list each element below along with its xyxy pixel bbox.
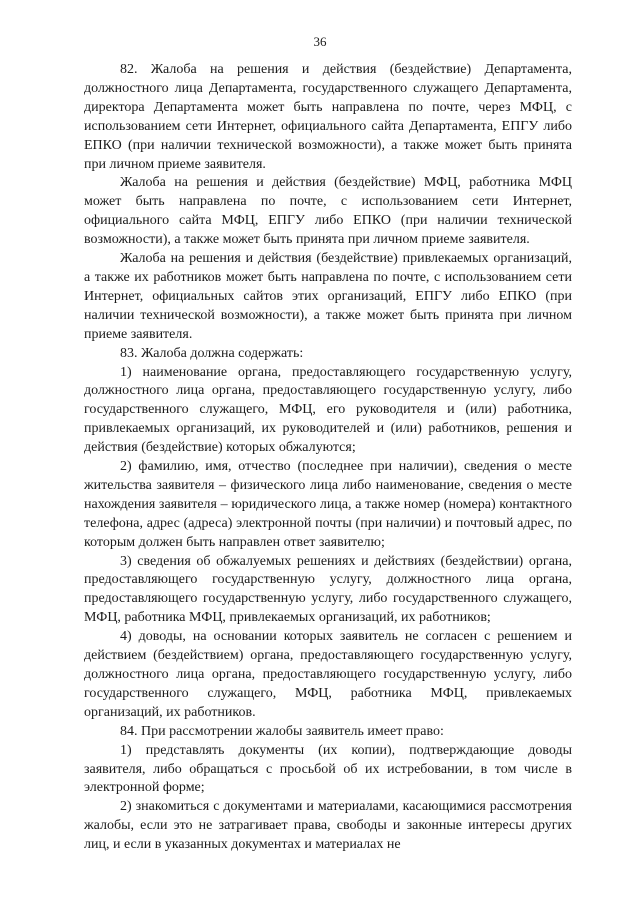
list-item-83-1: 1) наименование органа, предоставляющего государственную услугу, должностного лица органа, предоставляющего государственную услугу, либо государственного служащего, МФЦ, его руководителя и (или) работника, привлекаемых организаций, их руководителей и (или) работников, решения и действия (бездействие) которых обжалуются; [84, 364, 572, 456]
page-number: 36 [313, 34, 327, 49]
list-item-83-2: 2) фамилию, имя, отчество (последнее при наличии), сведения о месте жительства заявителя – физического лица либо наименование, сведения о месте нахождения заявителя – юридического лица, а также номер (номера) контактного телефона, адрес (адреса) электронной почты (при наличии) и почтовый адрес, по которым должен быть направлен ответ заявителю; [84, 459, 572, 550]
paragraph-82: 82. Жалоба на решения и действия (бездействие) Департамента, должностного лица Департамента, государственного служащего Департамента, директора Департамента может быть направлена по почте, через МФЦ, с использованием сети Интернет, официального сайта Департамента, ЕПГУ либо ЕПКО (при наличии технической возможности), а также может быть принята при личном приеме заявителя. [84, 62, 572, 172]
paragraph-organizations-complaint: Жалоба на решения и действия (бездействие) привлекаемых организаций, а также их работников может быть направлена по почте, с использованием сети Интернет, официальных сайтов этих организаций, ЕПГУ либо ЕПКО (при наличии технической возможности), а также может быть принята при личном приеме заявителя. [84, 251, 572, 342]
paragraph-84-heading: 84. При рассмотрении жалобы заявитель имеет право: [120, 723, 444, 739]
list-item-83-3: 3) сведения об обжалуемых решениях и действиях (бездействии) органа, предоставляющего государственную услугу, должностного лица органа, предоставляющего государственную услугу, либо государственного служащего, МФЦ, работника МФЦ, привлекаемых организаций, их работников; [84, 553, 572, 626]
paragraph-mfc-complaint: Жалоба на решения и действия (бездействие) МФЦ, работника МФЦ может быть направлена по почте, с использованием сети Интернет, официального сайта МФЦ, ЕПГУ либо ЕПКО (при наличии технической возможности), а также может быть принята при личном приеме заявителя. [84, 175, 572, 248]
document-text [84, 61, 572, 855]
list-item-84-2: 2) знакомиться с документами и материалами, касающимися рассмотрения жалобы, если это не затрагивает права, свободы и законные интересы других лиц, и если в указанных документах и материалах не [84, 799, 572, 853]
paragraph-83-heading: 83. Жалоба должна содержать: [120, 345, 304, 361]
list-item-84-1: 1) представлять документы (их копии), подтверждающие доводы заявителя, либо обращаться с просьбой об их истребовании, в том числе в электронной форме; [84, 742, 572, 796]
list-item-83-4: 4) доводы, на основании которых заявитель не согласен с решением и действием (бездействием) органа, предоставляющего государственную услугу, должностного лица органа, предоставляющего государственную услугу, либо государственного служащего, МФЦ, работника МФЦ, привлекаемых организаций, их работников. [84, 629, 572, 720]
